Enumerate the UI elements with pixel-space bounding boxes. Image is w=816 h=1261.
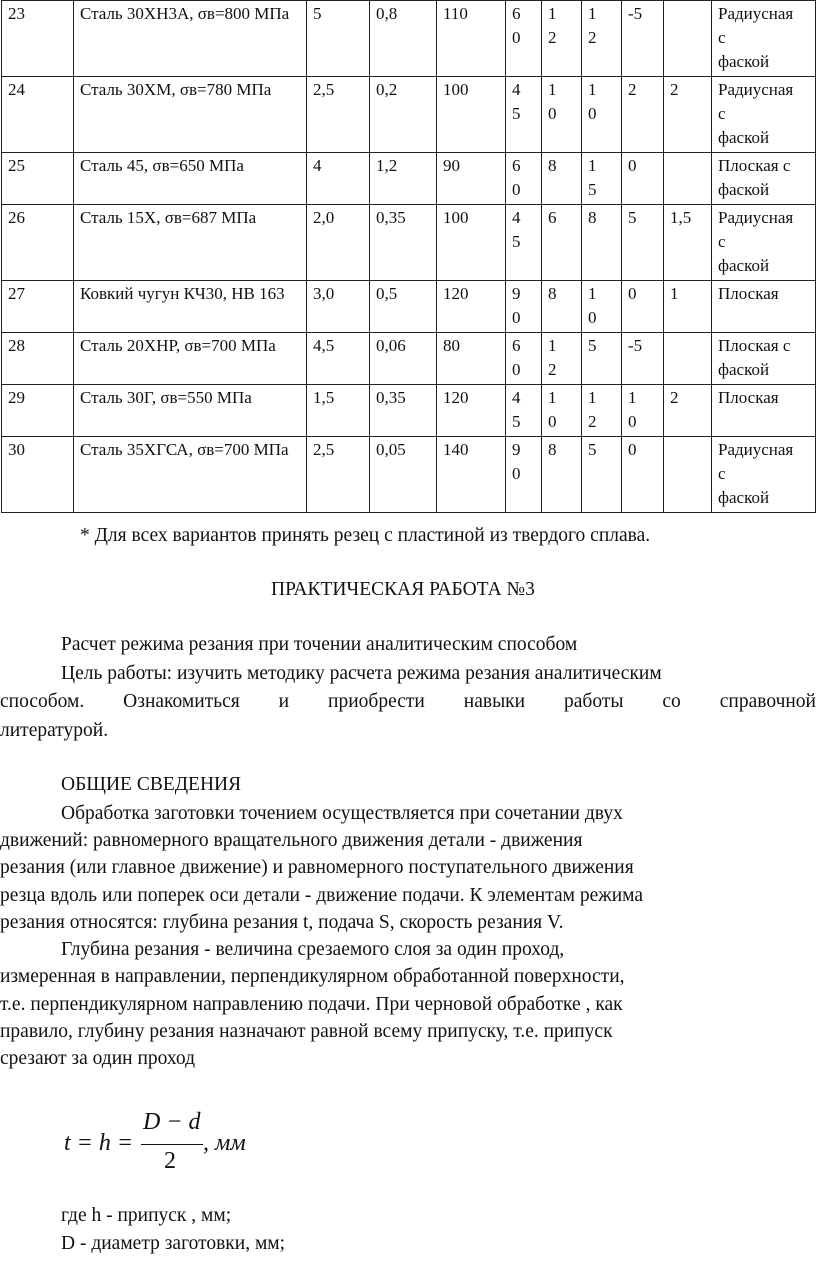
table-cell-d7: 0 [622,437,664,513]
cell-line: с [718,104,726,123]
para1-line-5: резания относятся: глубина резания t, подача S, скорость резания V. [0,912,564,933]
table-cell-d1: 4 [307,153,370,205]
cell-line: Радиусная [718,208,794,227]
para2-line-5: срезают за один проход [0,1048,196,1069]
para1-line-3: резания (или главное движение) и равномерного поступательного движения [0,857,634,878]
table-cell-material: Сталь 30ХН3А, σв=800 МПа [74,1,307,77]
topic: Расчет режима резания при точении аналитическим способом [61,634,578,655]
table-cell-n: 26 [2,205,74,281]
table-cell-d3: 120 [437,281,506,333]
table-cell-n: 28 [2,333,74,385]
table-cell-d2: 0,05 [370,437,437,513]
cell-line: 0 [628,412,637,431]
cell-line: 2 [548,360,557,379]
cell-line: 0 [588,104,597,123]
cell-line: фаской [718,360,770,379]
cell-line: Плоская с [718,156,791,175]
cell-line: 1 [588,156,597,175]
cell-line: 2 [588,412,597,431]
cell-line: 1 [628,388,637,407]
cell-line: 0 [512,308,521,327]
table-cell-d7: 0 [622,281,664,333]
cell-line: 6 [512,336,521,355]
formula-denominator: 2 [164,1148,176,1174]
cell-line: 6 [548,208,557,227]
table-cell-d2: 0,5 [370,281,437,333]
table-cell-d2: 1,2 [370,153,437,205]
table-cell-n: 29 [2,385,74,437]
cell-line: 8 [588,208,597,227]
section-heading: ОБЩИЕ СВЕДЕНИЯ [61,774,242,795]
table-cell-n: 30 [2,437,74,513]
table-cell-material: Сталь 30ХМ, σв=780 МПа [74,77,307,153]
para2-line-1: Глубина резания - величина срезаемого слоя за один проход, [61,939,565,960]
cell-line: 9 [512,284,521,303]
table-cell-d7: -5 [622,1,664,77]
table-cell-material: Сталь 35ХГСА, σв=700 МПа [74,437,307,513]
table-cell-d1: 2,0 [307,205,370,281]
table-cell-material: Сталь 20ХНР, σв=700 МПа [74,333,307,385]
para1-line-4: резца вдоль или поперек оси детали - движение подачи. К элементам режима [0,885,643,906]
cell-line: 6 [512,156,521,175]
formula-lhs: t = h = [64,1130,134,1156]
goal-line-3: литературой. [0,720,109,741]
cell-line: 1 [588,388,597,407]
table-cell-d3: 90 [437,153,506,205]
cell-line: 5 [588,440,597,459]
para2-line-2: измеренная в направлении, перпендикулярном обработанной поверхности, [0,966,625,987]
table-cell-d2: 0,8 [370,1,437,77]
table-cell-d1: 4,5 [307,333,370,385]
fraction-bar [141,1144,203,1145]
cell-line: 8 [548,440,557,459]
cell-line: 0 [548,104,557,123]
table-cell-d1: 3,0 [307,281,370,333]
table-cell-material: Сталь 45, σв=650 МПа [74,153,307,205]
cell-line: 5 [588,336,597,355]
cell-line: 1 [548,4,557,23]
table-cell-d3: 120 [437,385,506,437]
table-cell-n: 24 [2,77,74,153]
cell-line: 0 [512,360,521,379]
table-cell-material: Сталь 30Г, σв=550 МПа [74,385,307,437]
table-cell-n: 25 [2,153,74,205]
cell-line: фаской [718,128,770,147]
goal-line-1: Цель работы: изучить методику расчета режима резания аналитическим [61,663,662,684]
cell-line: 4 [512,208,521,227]
cell-line: 1 [548,336,557,355]
cell-line: 5 [512,232,521,251]
table-cell-d7: 2 [622,77,664,153]
table-cell-d1: 2,5 [307,77,370,153]
cell-line: Радиусная [718,4,794,23]
para1-line-1: Обработка заготовки точением осуществляется при сочетании двух [61,803,623,824]
cell-line: с [718,28,726,47]
cell-line: 0 [512,28,521,47]
cell-line: 2 [588,28,597,47]
cell-line: фаской [718,180,770,199]
definition-line-2: D - диаметр заготовки, мм; [61,1233,286,1254]
cell-line: 1 [588,80,597,99]
note: * Для всех вариантов принять резец с пластиной из твердого сплава. [80,525,651,546]
table-cell-d8: 1 [664,281,712,333]
table-cell-d7: 0 [622,153,664,205]
cell-line: с [718,232,726,251]
table-cell-d7: -5 [622,333,664,385]
cell-line: 8 [548,284,557,303]
cell-line: 0 [512,464,521,483]
table-cell-d3: 80 [437,333,506,385]
cell-line: 0 [512,180,521,199]
cell-line: Плоская с [718,336,791,355]
cell-line: фаской [718,256,770,275]
formula-numerator: D − d [143,1109,201,1135]
table-cell-d3: 100 [437,205,506,281]
para2-line-3: т.е. перпендикулярном направлению подачи. При черновой обработке , как [0,994,623,1015]
cell-line: 4 [512,80,521,99]
cell-line: фаской [718,488,770,507]
work-title: ПРАКТИЧЕСКАЯ РАБОТА №3 [271,579,535,600]
para2-line-4: правило, глубину резания назначают равной всему припуску, т.е. припуск [0,1021,613,1042]
cell-line: 5 [512,104,521,123]
cell-line: 1 [588,284,597,303]
cell-line: с [718,464,726,483]
cell-line: 2 [548,28,557,47]
cell-line: 5 [512,412,521,431]
cell-line: 1 [548,388,557,407]
table-cell-d3: 110 [437,1,506,77]
cell-line: Радиусная [718,80,794,99]
table-cell-d3: 100 [437,77,506,153]
table-cell-d8: 2 [664,385,712,437]
table-cell-d3: 140 [437,437,506,513]
cell-line: 8 [548,156,557,175]
definition-line-1: где h - припуск , мм; [61,1205,232,1226]
table-cell-d2: 0,2 [370,77,437,153]
table-cell-d7: 5 [622,205,664,281]
table-cell-d8: 1,5 [664,205,712,281]
table-cell-n: 23 [2,1,74,77]
cell-line: фаской [718,52,770,71]
cell-line: Радиусная [718,440,794,459]
cell-line: 0 [548,412,557,431]
table-cell-n: 27 [2,281,74,333]
cell-line: Плоская [718,388,779,407]
cell-line: 6 [512,4,521,23]
cell-line: 0 [588,308,597,327]
table-cell-d2: 0,06 [370,333,437,385]
table-cell-material: Ковкий чугун КЧ30, НВ 163 [74,281,307,333]
cell-line: 9 [512,440,521,459]
cell-line: Плоская [718,284,779,303]
cell-line: 5 [588,180,597,199]
cell-line: 1 [588,4,597,23]
table-cell-d2: 0,35 [370,205,437,281]
table-cell-d2: 0,35 [370,385,437,437]
cell-line: 4 [512,388,521,407]
cell-line: 1 [548,80,557,99]
table-cell-d1: 1,5 [307,385,370,437]
table-cell-d8: 2 [664,77,712,153]
table-cell-d1: 5 [307,1,370,77]
table-cell-d1: 2,5 [307,437,370,513]
formula-unit: , мм [203,1130,246,1156]
table-cell-material: Сталь 15Х, σв=687 МПа [74,205,307,281]
para1-line-2: движений: равномерного вращательного движения детали - движения [0,830,583,851]
goal-line-2: способом. Ознакомиться и приобрести навыки работы со справочной [0,691,816,712]
